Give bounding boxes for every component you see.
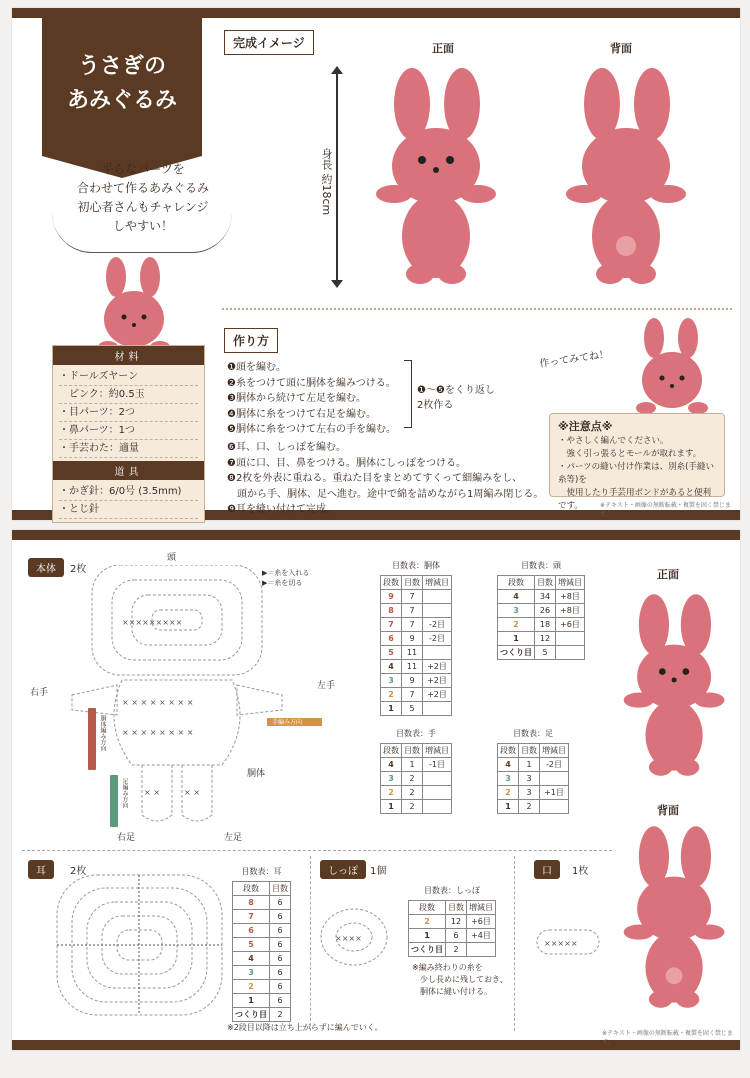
table-cell: 11 xyxy=(402,646,423,660)
bunny-back-image-2 xyxy=(622,822,727,1012)
table-cell: 3 xyxy=(519,772,540,786)
table-cell: -2目 xyxy=(540,758,569,772)
tail-note xyxy=(412,962,508,998)
table-row xyxy=(498,604,585,618)
table-row xyxy=(381,772,452,786)
table-cell: +6目 xyxy=(467,915,496,929)
tail-note-line: 胴体に縫い付ける。 xyxy=(412,987,492,996)
svg-text:×××××: ××××× xyxy=(544,939,578,948)
table-hand xyxy=(380,728,452,814)
body-count: 2枚 xyxy=(70,564,87,575)
table-caption: 目数表：しっぽ xyxy=(424,886,480,895)
mouth-count: 1枚 xyxy=(572,866,589,877)
table-row xyxy=(381,618,452,632)
step-item: 頭から手、胴体、足へ進む。途中で綿を詰めながら1周編み閉じる。 xyxy=(227,488,544,500)
ear-note: ※2段目以降は立ち上がらずに編んでいく。 xyxy=(227,1023,383,1032)
table-row xyxy=(498,786,569,800)
note-item: 強く引っ張るとモールが取れます。 xyxy=(558,449,702,459)
table-cell: 7 xyxy=(402,618,423,632)
table-cell: つくり目 xyxy=(233,1008,270,1022)
table-cell: +2目 xyxy=(423,660,452,674)
table-header: 段数 xyxy=(381,744,402,758)
table-cell: -2目 xyxy=(423,618,452,632)
divider xyxy=(222,308,732,310)
table-header: 目数 xyxy=(519,744,540,758)
divider xyxy=(310,856,311,1031)
tail-count: 1個 xyxy=(370,866,387,877)
table-cell: +8目 xyxy=(556,590,585,604)
bunny-front-image xyxy=(374,66,499,286)
height-text: 身長 約18cm xyxy=(320,148,333,216)
table-cell: 2 xyxy=(402,800,423,814)
tools-heading: 道具 xyxy=(53,461,204,480)
table-header: 目数 xyxy=(446,901,467,915)
tail-tag: しっぽ xyxy=(320,860,366,879)
divider xyxy=(514,856,515,1031)
step-item: ❶頭を編む。 xyxy=(227,362,286,373)
repeat-line: ❶～❺をくり返し xyxy=(417,385,495,396)
finished-label: 完成イメージ xyxy=(224,30,314,55)
table-caption: 目数表：足 xyxy=(513,729,553,738)
table-cell: -1目 xyxy=(423,758,452,772)
tool-item: ・とじ針 xyxy=(59,501,198,519)
legend-in-text: ＝糸を入れる xyxy=(267,569,310,577)
table-cell: 7 xyxy=(402,688,423,702)
page-top xyxy=(12,8,740,520)
table-row xyxy=(498,758,569,772)
table-row xyxy=(409,929,496,943)
repeat-line: 2枚作る xyxy=(417,400,454,411)
table-cell xyxy=(556,632,585,646)
svg-text:××××: ×××× xyxy=(335,934,362,943)
table-cell: 34 xyxy=(535,590,556,604)
table-header: 目数 xyxy=(402,744,423,758)
table-tail xyxy=(408,885,496,957)
table-cell: 5 xyxy=(233,938,270,952)
footnote: ※テキスト・画像の無断転載・複製を固く禁じます。 xyxy=(600,502,731,518)
legend-out: ▶＝糸を切る xyxy=(262,579,303,587)
table-cell: 11 xyxy=(402,660,423,674)
materials-heading: 材料 xyxy=(53,346,204,365)
table-cell xyxy=(423,786,452,800)
svg-text:× × × × × × × ×: × × × × × × × × xyxy=(122,698,194,707)
svg-text:×××××××××: ××××××××× xyxy=(122,618,183,627)
speech-text: 作ってみてね！ xyxy=(538,349,610,370)
table-row xyxy=(498,646,585,660)
table-cell xyxy=(540,800,569,814)
materials-box xyxy=(52,345,205,523)
table-cell: -2目 xyxy=(423,632,452,646)
table-cell: 2 xyxy=(498,618,535,632)
table-row xyxy=(381,590,452,604)
divider xyxy=(22,850,612,851)
tail-note-line: ※編み終わりの糸を xyxy=(412,963,483,972)
table-cell: 12 xyxy=(535,632,556,646)
table-header: 増減目 xyxy=(423,576,452,590)
table-cell: +8目 xyxy=(556,604,585,618)
table-row xyxy=(381,702,452,716)
table-header: 増減目 xyxy=(467,901,496,915)
tagline-line: 平らなパーツを xyxy=(101,162,185,176)
table-head xyxy=(497,560,585,660)
table-header: 目数 xyxy=(270,882,291,896)
table-caption: 目数表：手 xyxy=(396,729,436,738)
table-cell: 2 xyxy=(519,800,540,814)
table-row xyxy=(381,646,452,660)
table-cell: 4 xyxy=(498,590,535,604)
ear-stitch-chart xyxy=(52,870,227,1020)
material-item: ・ドールズヤーン xyxy=(59,368,198,386)
table-cell: 7 xyxy=(402,590,423,604)
left-foot-label: 左足 xyxy=(224,833,243,843)
table-cell: 6 xyxy=(270,980,291,994)
table-cell: 2 xyxy=(446,943,467,957)
table-cell: 1 xyxy=(381,800,402,814)
legend-out-text: ＝糸を切る xyxy=(267,579,303,587)
table-cell: 2 xyxy=(233,980,270,994)
table-row xyxy=(498,772,569,786)
bunny-back-image xyxy=(564,66,689,286)
table-cell: 2 xyxy=(402,772,423,786)
title-line-1: うさぎの xyxy=(77,54,166,79)
step-item: ❼頭に口、目、鼻をつける。胴体にしっぽをつける。 xyxy=(227,457,466,469)
table-cell: 3 xyxy=(233,966,270,980)
table-cell: 9 xyxy=(402,632,423,646)
table-cell: 18 xyxy=(535,618,556,632)
table-cell: 1 xyxy=(381,702,402,716)
table-header: 段数 xyxy=(498,576,535,590)
front-label-2: 正面 xyxy=(657,568,679,581)
table-row xyxy=(233,952,291,966)
table-cell: 9 xyxy=(381,590,402,604)
table-row xyxy=(381,674,452,688)
table-cell: 4 xyxy=(233,952,270,966)
table-cell: 1 xyxy=(233,994,270,1008)
svg-text:× ×: × × xyxy=(144,788,160,797)
table-cell: 4 xyxy=(381,758,402,772)
table-cell: +6目 xyxy=(556,618,585,632)
foot-direction-label: 足編み方向 xyxy=(121,778,128,808)
table-cell xyxy=(467,943,496,957)
table-cell: つくり目 xyxy=(498,646,535,660)
table-caption: 目数表：耳 xyxy=(241,867,282,876)
tail-note-line: 少し長めに残しておき、 xyxy=(412,975,508,984)
footnote: ※テキスト・画像の無断転載・複製を固く禁じます。 xyxy=(602,1030,733,1046)
table-cell: 6 xyxy=(270,952,291,966)
table-cell: +1目 xyxy=(540,786,569,800)
table-cell xyxy=(423,590,452,604)
tail-stitch-chart xyxy=(317,905,392,970)
table-cell: 4 xyxy=(498,758,519,772)
table-cell: +2目 xyxy=(423,674,452,688)
table-cell: 2 xyxy=(381,688,402,702)
right-hand-label: 右手 xyxy=(30,688,49,698)
table-header: 段数 xyxy=(381,576,402,590)
svg-text:× ×: × × xyxy=(184,788,200,797)
tagline-line: 合わせて作るあみぐるみ xyxy=(76,181,209,195)
table-header: 増減目 xyxy=(556,576,585,590)
ear-tag: 耳 xyxy=(28,860,54,879)
table-cell: 7 xyxy=(402,604,423,618)
material-item: ・鼻パーツ：1つ xyxy=(59,422,198,440)
table-cell: 5 xyxy=(402,702,423,716)
bunny-peek-image-2 xyxy=(632,316,712,416)
left-hand-label: 左手 xyxy=(317,681,336,691)
page-bottom xyxy=(12,530,740,1050)
table-row xyxy=(233,980,291,994)
mouth-tag: 口 xyxy=(534,860,560,879)
table-cell: 2 xyxy=(402,786,423,800)
hand-direction-label: 手編み方向 xyxy=(272,719,303,726)
note-item: ・やさしく編んでください。 xyxy=(558,436,669,446)
step-item: ❻耳、口、しっぽを編む。 xyxy=(227,442,346,453)
table-cell xyxy=(423,702,452,716)
howto-label: 作り方 xyxy=(224,328,278,353)
table-header: 段数 xyxy=(498,744,519,758)
tagline-line: 初心者さんもチャレンジ xyxy=(77,200,209,214)
back-label-2: 背面 xyxy=(657,804,679,817)
back-label: 背面 xyxy=(610,42,632,55)
table-ear xyxy=(232,866,291,1022)
legend-in: ▶＝糸を入れる xyxy=(262,569,310,577)
table-cell xyxy=(423,772,452,786)
table-cell: 5 xyxy=(535,646,556,660)
table-cell: つくり目 xyxy=(409,943,446,957)
table-row xyxy=(233,896,291,910)
table-row xyxy=(498,800,569,814)
tool-item: ・かぎ針：6/0号 (3.5mm) xyxy=(59,483,198,501)
height-arrow xyxy=(336,68,338,286)
steps-b xyxy=(227,440,543,518)
body-tag: 本体 xyxy=(28,558,64,577)
notes-title: ※注意点※ xyxy=(558,420,613,433)
table-cell: 1 xyxy=(498,632,535,646)
body-stitch-chart xyxy=(62,565,332,835)
torso-direction-label: 胴体編み方向 xyxy=(99,715,106,751)
head-label: 頭 xyxy=(167,553,177,563)
table-cell: 1 xyxy=(402,758,423,772)
torso-direction-arrow xyxy=(88,708,96,770)
table-row xyxy=(498,590,585,604)
bunny-peek-image xyxy=(94,255,174,355)
table-cell: 6 xyxy=(270,994,291,1008)
step-item: ❷糸をつけて頭に胴体を編みつける。 xyxy=(227,377,396,389)
front-label: 正面 xyxy=(432,42,454,55)
table-row xyxy=(498,618,585,632)
svg-text:× × × × × × × ×: × × × × × × × × xyxy=(122,728,194,737)
table-cell: 1 xyxy=(519,758,540,772)
table-cell: 6 xyxy=(270,896,291,910)
foot-direction-arrow xyxy=(110,775,118,827)
table-cell xyxy=(540,772,569,786)
steps-a xyxy=(227,360,396,438)
table-cell: 1 xyxy=(409,929,446,943)
note-item: 使用したり手芸用ボンドがあると便利です。 xyxy=(558,488,712,511)
table-row xyxy=(233,1008,291,1022)
table-header: 目数 xyxy=(535,576,556,590)
step-item: ❽2枚を外表に重ねる。重ねた目をまとめてすくって細編みをし、 xyxy=(227,473,523,484)
table-cell: 6 xyxy=(233,924,270,938)
speech-curve xyxy=(52,213,232,253)
table-row xyxy=(381,688,452,702)
table-cell: 4 xyxy=(381,660,402,674)
table-cell: 3 xyxy=(519,786,540,800)
table-cell: 6 xyxy=(270,910,291,924)
step-item: ❺胴体に糸をつけて左右の手を編む。 xyxy=(227,424,396,435)
table-row xyxy=(381,800,452,814)
table-cell xyxy=(423,604,452,618)
table-cell: 3 xyxy=(381,772,402,786)
table-cell: 6 xyxy=(270,966,291,980)
tagline-line: しやすい！ xyxy=(112,219,173,233)
step-item: ❾耳を縫い付けて完成。 xyxy=(227,504,336,515)
table-row xyxy=(381,632,452,646)
table-body xyxy=(380,560,452,716)
table-cell: 2 xyxy=(381,786,402,800)
table-cell xyxy=(423,646,452,660)
material-item: ・目パーツ：2つ xyxy=(59,404,198,422)
table-row xyxy=(233,994,291,1008)
table-cell: 12 xyxy=(446,915,467,929)
table-cell: 7 xyxy=(233,910,270,924)
table-header: 増減目 xyxy=(540,744,569,758)
table-row xyxy=(498,632,585,646)
torso-label: 胴体 xyxy=(247,769,266,779)
table-row xyxy=(381,604,452,618)
table-cell: 9 xyxy=(402,674,423,688)
table-row xyxy=(233,938,291,952)
right-foot-label: 右足 xyxy=(117,833,136,843)
table-row xyxy=(409,943,496,957)
step-item: ❹胴体に糸をつけて右足を編む。 xyxy=(227,408,376,420)
table-row xyxy=(233,924,291,938)
material-item: ・手芸わた：適量 xyxy=(59,440,198,458)
table-cell: 8 xyxy=(381,604,402,618)
steps-bracket xyxy=(404,360,412,428)
title-line-2: あみぐるみ xyxy=(66,88,177,113)
table-cell xyxy=(556,646,585,660)
table-header: 段数 xyxy=(233,882,270,896)
bunny-front-image-2 xyxy=(622,590,727,780)
table-row xyxy=(233,910,291,924)
table-foot xyxy=(497,728,569,814)
table-cell: 2 xyxy=(270,1008,291,1022)
table-header: 段数 xyxy=(409,901,446,915)
table-cell: 26 xyxy=(535,604,556,618)
table-cell: 6 xyxy=(381,632,402,646)
top-bar xyxy=(12,530,740,540)
table-cell: 6 xyxy=(270,924,291,938)
table-cell: +4目 xyxy=(467,929,496,943)
table-row xyxy=(381,758,452,772)
table-caption: 目数表：頭 xyxy=(521,561,561,570)
table-cell: 2 xyxy=(409,915,446,929)
repeat-note xyxy=(417,383,495,413)
table-cell: 3 xyxy=(498,772,519,786)
table-row xyxy=(381,660,452,674)
table-caption: 目数表：胴体 xyxy=(392,561,440,570)
title-banner xyxy=(42,8,202,156)
table-cell: 7 xyxy=(381,618,402,632)
table-cell xyxy=(423,800,452,814)
note-item: ・パーツの縫い付け作業は、別糸(手縫い糸等)を xyxy=(558,462,714,485)
table-cell: 1 xyxy=(498,800,519,814)
table-header: 目数 xyxy=(402,576,423,590)
table-cell: 8 xyxy=(233,896,270,910)
table-header: 増減目 xyxy=(423,744,452,758)
table-cell: 5 xyxy=(381,646,402,660)
table-cell: 6 xyxy=(446,929,467,943)
table-cell: 3 xyxy=(381,674,402,688)
table-row xyxy=(409,915,496,929)
step-item: ❸胴体から続けて左足を編む。 xyxy=(227,393,366,404)
table-cell: 6 xyxy=(270,938,291,952)
table-cell: 3 xyxy=(498,604,535,618)
table-row xyxy=(233,966,291,980)
table-row xyxy=(381,786,452,800)
mouth-stitch-chart xyxy=(532,925,607,960)
ear-count: 2枚 xyxy=(70,866,87,877)
table-cell: 2 xyxy=(498,786,519,800)
table-cell: +2目 xyxy=(423,688,452,702)
material-item: ピンク：約0.5玉 xyxy=(59,386,198,404)
